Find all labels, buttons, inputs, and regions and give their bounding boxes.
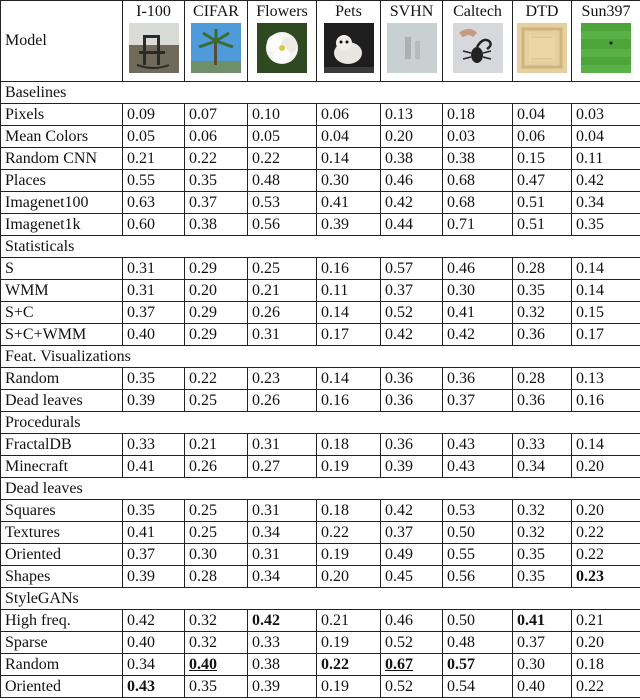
score-cell: 0.34 [572, 192, 640, 214]
score-cell: 0.55 [443, 544, 513, 566]
score-cell: 0.21 [123, 148, 185, 170]
table-row [1, 192, 640, 214]
score-cell: 0.39 [123, 566, 185, 588]
scorpion-photo-icon [453, 23, 503, 73]
score-cell: 0.31 [248, 434, 317, 456]
score-cell: 0.16 [572, 390, 640, 412]
score-cell: 0.36 [513, 390, 572, 412]
score-cell: 0.42 [381, 324, 443, 346]
score-cell: 0.55 [123, 170, 185, 192]
score-cell: 0.71 [443, 214, 513, 236]
score-cell: 0.35 [513, 566, 572, 588]
table-row [1, 500, 640, 522]
score-cell: 0.20 [381, 126, 443, 148]
table-row [1, 258, 640, 280]
dataset-name: Sun397 [581, 3, 631, 20]
score-cell: 0.36 [381, 434, 443, 456]
score-cell: 0.32 [513, 302, 572, 324]
score-cell: 0.16 [317, 258, 381, 280]
section-title: Procedurals [1, 412, 640, 434]
section-title: Feat. Visualizations [1, 346, 640, 368]
score-cell: 0.06 [513, 126, 572, 148]
table-row [1, 302, 640, 324]
table-row [1, 324, 640, 346]
score-cell: 0.22 [572, 522, 640, 544]
score-cell: 0.43 [443, 434, 513, 456]
score-cell: 0.31 [248, 544, 317, 566]
score-cell: 0.31 [123, 258, 185, 280]
score-cell: 0.35 [185, 676, 248, 698]
score-cell: 0.35 [185, 170, 248, 192]
score-cell: 0.49 [381, 544, 443, 566]
score-cell: 0.10 [248, 104, 317, 126]
score-cell: 0.19 [317, 544, 381, 566]
score-cell: 0.14 [572, 434, 640, 456]
score-cell: 0.18 [443, 104, 513, 126]
table-body [1, 82, 640, 698]
score-cell: 0.22 [248, 148, 317, 170]
score-cell: 0.26 [248, 302, 317, 324]
score-cell: 0.27 [248, 456, 317, 478]
score-cell: 0.57 [381, 258, 443, 280]
score-cell: 0.53 [248, 192, 317, 214]
table-row [1, 522, 640, 544]
score-cell: 0.42 [381, 500, 443, 522]
score-cell: 0.36 [513, 324, 572, 346]
score-cell: 0.39 [123, 390, 185, 412]
score-cell: 0.52 [381, 632, 443, 654]
model-name: Minecraft [1, 456, 123, 478]
score-cell: 0.63 [123, 192, 185, 214]
score-cell: 0.25 [185, 390, 248, 412]
score-cell: 0.30 [443, 280, 513, 302]
score-cell: 0.32 [513, 522, 572, 544]
score-cell: 0.46 [381, 610, 443, 632]
score-cell: 0.32 [185, 632, 248, 654]
score-cell: 0.36 [381, 390, 443, 412]
score-cell: 0.14 [317, 368, 381, 390]
section-header-row [1, 346, 640, 368]
score-cell: 0.25 [185, 522, 248, 544]
score-cell: 0.17 [317, 324, 381, 346]
section-header-row [1, 588, 640, 610]
score-cell: 0.07 [185, 104, 248, 126]
score-cell: 0.04 [317, 126, 381, 148]
table-row [1, 148, 640, 170]
score-cell: 0.35 [513, 280, 572, 302]
score-cell: 0.06 [317, 104, 381, 126]
score-cell: 0.37 [443, 390, 513, 412]
score-cell: 0.56 [443, 566, 513, 588]
dataset-name: Flowers [256, 3, 308, 20]
score-cell: 0.44 [381, 214, 443, 236]
score-cell: 0.37 [381, 280, 443, 302]
score-cell: 0.52 [381, 676, 443, 698]
score-cell: 0.39 [248, 676, 317, 698]
section-header-row [1, 82, 640, 104]
score-cell: 0.14 [317, 148, 381, 170]
model-name: Oriented [1, 544, 123, 566]
score-cell: 0.23 [572, 566, 640, 588]
score-cell: 0.38 [248, 654, 317, 676]
score-cell: 0.26 [185, 456, 248, 478]
score-cell: 0.45 [381, 566, 443, 588]
score-cell: 0.11 [317, 280, 381, 302]
score-cell: 0.42 [248, 610, 317, 632]
score-cell: 0.41 [443, 302, 513, 324]
score-cell: 0.32 [185, 610, 248, 632]
score-cell: 0.29 [185, 324, 248, 346]
score-cell: 0.57 [443, 654, 513, 676]
score-cell: 0.31 [123, 280, 185, 302]
score-cell: 0.31 [248, 324, 317, 346]
palm-tree-photo-icon [191, 23, 241, 73]
score-cell: 0.38 [381, 148, 443, 170]
score-cell: 0.41 [123, 456, 185, 478]
score-cell: 0.48 [248, 170, 317, 192]
dataset-header-i100 [123, 1, 185, 82]
score-cell: 0.35 [513, 544, 572, 566]
score-cell: 0.19 [317, 456, 381, 478]
table-row [1, 214, 640, 236]
score-cell: 0.40 [185, 654, 248, 676]
model-name: S [1, 258, 123, 280]
score-cell: 0.21 [185, 434, 248, 456]
table-row [1, 654, 640, 676]
house-number-photo-icon [387, 23, 437, 73]
score-cell: 0.35 [123, 368, 185, 390]
score-cell: 0.21 [248, 280, 317, 302]
table-row [1, 544, 640, 566]
score-cell: 0.56 [248, 214, 317, 236]
dataset-name: Caltech [453, 3, 502, 20]
score-cell: 0.42 [572, 170, 640, 192]
score-cell: 0.50 [443, 610, 513, 632]
model-name: Textures [1, 522, 123, 544]
score-cell: 0.20 [572, 456, 640, 478]
score-cell: 0.03 [572, 104, 640, 126]
table-row [1, 676, 640, 698]
score-cell: 0.37 [123, 544, 185, 566]
score-cell: 0.46 [443, 258, 513, 280]
score-cell: 0.67 [381, 654, 443, 676]
score-cell: 0.22 [185, 368, 248, 390]
score-cell: 0.15 [513, 148, 572, 170]
dataset-header-svhn [381, 1, 443, 82]
score-cell: 0.30 [185, 544, 248, 566]
model-name: Mean Colors [1, 126, 123, 148]
model-name: Imagenet1k [1, 214, 123, 236]
score-cell: 0.42 [443, 324, 513, 346]
score-cell: 0.43 [123, 676, 185, 698]
table-row [1, 368, 640, 390]
white-flower-photo-icon [257, 23, 307, 73]
score-cell: 0.25 [248, 258, 317, 280]
model-name: FractalDB [1, 434, 123, 456]
score-cell: 0.41 [513, 610, 572, 632]
section-header-row [1, 478, 640, 500]
score-cell: 0.21 [572, 610, 640, 632]
model-name: Pixels [1, 104, 123, 126]
score-cell: 0.34 [123, 654, 185, 676]
score-cell: 0.20 [185, 280, 248, 302]
model-column-header: Model [1, 1, 123, 82]
table-row [1, 280, 640, 302]
score-cell: 0.26 [248, 390, 317, 412]
table-row [1, 390, 640, 412]
score-cell: 0.41 [123, 522, 185, 544]
score-cell: 0.06 [185, 126, 248, 148]
score-cell: 0.51 [513, 192, 572, 214]
score-cell: 0.22 [572, 676, 640, 698]
score-cell: 0.39 [381, 456, 443, 478]
model-name: Random [1, 654, 123, 676]
dataset-name: CIFAR [193, 3, 239, 20]
score-cell: 0.37 [513, 632, 572, 654]
score-cell: 0.14 [572, 280, 640, 302]
score-cell: 0.20 [572, 632, 640, 654]
section-title: Dead leaves [1, 478, 640, 500]
score-cell: 0.28 [513, 368, 572, 390]
score-cell: 0.54 [443, 676, 513, 698]
dataset-name: DTD [525, 3, 559, 20]
score-cell: 0.11 [572, 148, 640, 170]
score-cell: 0.33 [513, 434, 572, 456]
score-cell: 0.05 [123, 126, 185, 148]
section-header-row [1, 236, 640, 258]
score-cell: 0.28 [513, 258, 572, 280]
chair-photo-icon [129, 23, 179, 73]
section-header-row [1, 412, 640, 434]
model-name: Random [1, 368, 123, 390]
score-cell: 0.03 [443, 126, 513, 148]
score-cell: 0.21 [317, 610, 381, 632]
score-cell: 0.16 [317, 390, 381, 412]
score-cell: 0.25 [185, 500, 248, 522]
score-cell: 0.22 [185, 148, 248, 170]
score-cell: 0.38 [443, 148, 513, 170]
score-cell: 0.18 [317, 434, 381, 456]
score-cell: 0.33 [248, 632, 317, 654]
score-cell: 0.35 [123, 500, 185, 522]
section-title: Statisticals [1, 236, 640, 258]
dog-photo-icon [324, 23, 374, 73]
score-cell: 0.42 [123, 610, 185, 632]
score-cell: 0.37 [381, 522, 443, 544]
score-cell: 0.38 [185, 214, 248, 236]
score-cell: 0.41 [317, 192, 381, 214]
score-cell: 0.40 [123, 324, 185, 346]
score-cell: 0.40 [513, 676, 572, 698]
section-title: Baselines [1, 82, 640, 104]
score-cell: 0.19 [317, 632, 381, 654]
score-cell: 0.37 [185, 192, 248, 214]
wood-texture-photo-icon [517, 23, 567, 73]
dataset-name: I-100 [136, 3, 171, 20]
score-cell: 0.29 [185, 302, 248, 324]
score-cell: 0.36 [443, 368, 513, 390]
score-cell: 0.43 [443, 456, 513, 478]
score-cell: 0.48 [443, 632, 513, 654]
table-row [1, 566, 640, 588]
score-cell: 0.28 [185, 566, 248, 588]
score-cell: 0.18 [317, 500, 381, 522]
dataset-name: SVHN [389, 3, 434, 20]
header-row [1, 1, 640, 82]
score-cell: 0.33 [123, 434, 185, 456]
model-name: S+C [1, 302, 123, 324]
model-name: High freq. [1, 610, 123, 632]
score-cell: 0.53 [443, 500, 513, 522]
score-cell: 0.34 [248, 566, 317, 588]
score-cell: 0.37 [123, 302, 185, 324]
dataset-header-caltech [443, 1, 513, 82]
score-cell: 0.35 [572, 214, 640, 236]
grass-field-photo-icon [581, 23, 631, 73]
score-cell: 0.17 [572, 324, 640, 346]
score-cell: 0.15 [572, 302, 640, 324]
score-cell: 0.22 [317, 654, 381, 676]
score-cell: 0.42 [381, 192, 443, 214]
score-cell: 0.46 [381, 170, 443, 192]
score-cell: 0.22 [572, 544, 640, 566]
score-cell: 0.39 [317, 214, 381, 236]
dataset-header-cifar [185, 1, 248, 82]
score-cell: 0.51 [513, 214, 572, 236]
score-cell: 0.34 [248, 522, 317, 544]
score-cell: 0.04 [513, 104, 572, 126]
table-row [1, 104, 640, 126]
score-cell: 0.34 [513, 456, 572, 478]
score-cell: 0.30 [317, 170, 381, 192]
score-cell: 0.14 [572, 258, 640, 280]
score-cell: 0.31 [248, 500, 317, 522]
table-row [1, 610, 640, 632]
dataset-header-sun397 [572, 1, 640, 82]
dataset-header-pets [317, 1, 381, 82]
score-cell: 0.13 [572, 368, 640, 390]
score-cell: 0.05 [248, 126, 317, 148]
model-name: Sparse [1, 632, 123, 654]
model-name: Oriented [1, 676, 123, 698]
score-cell: 0.22 [317, 522, 381, 544]
score-cell: 0.52 [381, 302, 443, 324]
table-row [1, 170, 640, 192]
score-cell: 0.47 [513, 170, 572, 192]
score-cell: 0.14 [317, 302, 381, 324]
section-title: StyleGANs [1, 588, 640, 610]
model-name: Dead leaves [1, 390, 123, 412]
model-name: S+C+WMM [1, 324, 123, 346]
dataset-header-flowers [248, 1, 317, 82]
score-cell: 0.20 [317, 566, 381, 588]
model-name: Shapes [1, 566, 123, 588]
dataset-name: Pets [335, 3, 362, 20]
table-row [1, 126, 640, 148]
model-name: WMM [1, 280, 123, 302]
score-cell: 0.36 [381, 368, 443, 390]
table-row [1, 632, 640, 654]
model-name: Places [1, 170, 123, 192]
score-cell: 0.68 [443, 192, 513, 214]
dataset-header-dtd [513, 1, 572, 82]
score-cell: 0.50 [443, 522, 513, 544]
score-cell: 0.13 [381, 104, 443, 126]
score-cell: 0.68 [443, 170, 513, 192]
score-cell: 0.40 [123, 632, 185, 654]
score-cell: 0.19 [317, 676, 381, 698]
score-cell: 0.23 [248, 368, 317, 390]
score-cell: 0.20 [572, 500, 640, 522]
model-name: Random CNN [1, 148, 123, 170]
score-cell: 0.29 [185, 258, 248, 280]
table-row [1, 456, 640, 478]
score-cell: 0.60 [123, 214, 185, 236]
score-cell: 0.09 [123, 104, 185, 126]
table-row [1, 434, 640, 456]
score-cell: 0.18 [572, 654, 640, 676]
score-cell: 0.32 [513, 500, 572, 522]
score-cell: 0.30 [513, 654, 572, 676]
score-cell: 0.04 [572, 126, 640, 148]
model-name: Imagenet100 [1, 192, 123, 214]
model-name: Squares [1, 500, 123, 522]
